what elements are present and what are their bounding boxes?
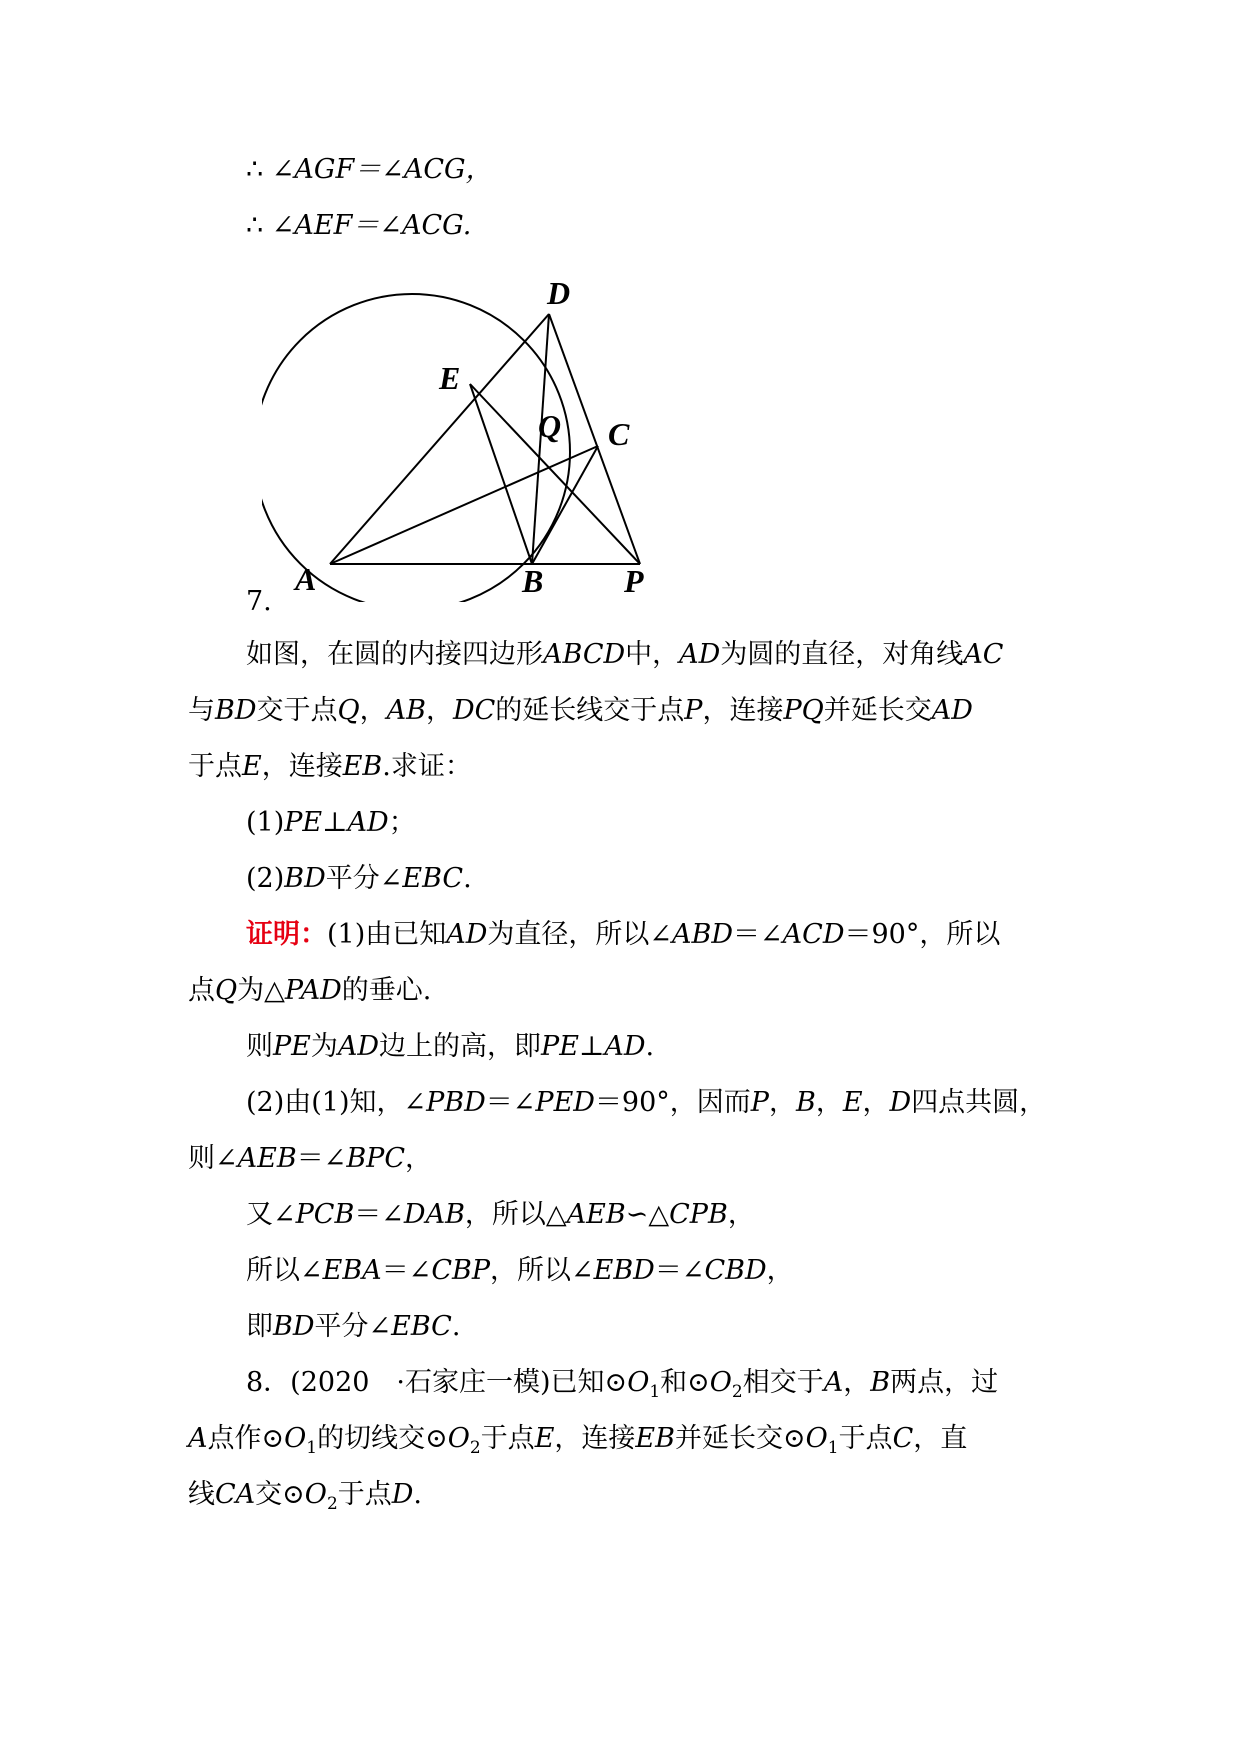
text: AC — [963, 639, 1004, 670]
statement-text: ∠AGF＝∠ACG， — [271, 154, 493, 185]
text: 的延长线交于点 — [495, 695, 685, 726]
text: 边上的高，即 — [379, 1031, 542, 1062]
text: AEB — [237, 1143, 297, 1174]
text: EB — [342, 751, 383, 782]
text: Q — [337, 695, 360, 726]
problem7-question-2 — [246, 859, 472, 899]
text: 于点 — [480, 1423, 535, 1454]
text: ＝90°，因而 — [594, 1087, 751, 1118]
text: PAD — [284, 975, 342, 1006]
text: ，所以△ — [464, 1199, 567, 1230]
top-line-1 — [246, 150, 493, 190]
text: AD — [931, 695, 973, 726]
text: ， — [843, 1367, 871, 1398]
text: E — [534, 1423, 555, 1454]
text: ， — [727, 1199, 755, 1230]
text: Q — [215, 975, 238, 1006]
text: AEB — [566, 1199, 626, 1230]
statement-text: ∠AEF＝∠ACG. — [271, 210, 472, 241]
text: ＝∠ — [381, 1255, 432, 1286]
text: AD — [604, 1031, 646, 1062]
problem8-line-3 — [188, 1475, 422, 1524]
subscript: 2 — [731, 1382, 743, 1402]
text: PCB — [295, 1199, 355, 1230]
text: ， — [862, 1087, 890, 1118]
text: EBC — [391, 1311, 452, 1342]
text: O — [627, 1367, 650, 1398]
text: (2) — [246, 863, 285, 894]
text: ； — [388, 807, 416, 838]
label-p: P — [624, 563, 644, 599]
text: O — [447, 1423, 470, 1454]
text: AD — [347, 807, 389, 838]
label-e: E — [439, 360, 461, 396]
label-a: A — [295, 561, 317, 597]
text: (2)由(1)知，∠ — [246, 1087, 427, 1118]
text: 中， — [625, 639, 680, 670]
text: B — [795, 1087, 816, 1118]
text: PE — [284, 807, 323, 838]
proof-line-6 — [246, 1195, 755, 1235]
text: 8．(2020 · — [246, 1367, 406, 1398]
text: ， — [359, 695, 387, 726]
text: BD — [215, 695, 257, 726]
text: CPB — [669, 1199, 728, 1230]
text: C — [892, 1423, 914, 1454]
text: 所以∠ — [246, 1255, 323, 1286]
text: ，连接 — [554, 1423, 636, 1454]
proof-line-2 — [188, 971, 431, 1011]
text: 则 — [246, 1031, 273, 1062]
text: D — [391, 1479, 414, 1510]
text: .求证： — [382, 751, 472, 782]
text: CBP — [431, 1255, 490, 1286]
subscript: 1 — [306, 1438, 318, 1458]
text: O — [304, 1479, 327, 1510]
problem7-line-1 — [246, 635, 1003, 675]
text: PBD — [426, 1087, 486, 1118]
text: 的垂心. — [341, 975, 432, 1006]
text: (1) — [246, 807, 285, 838]
text: PE — [541, 1031, 579, 1062]
circle — [262, 294, 570, 602]
text: BD — [284, 863, 326, 894]
text: 于点 — [838, 1423, 893, 1454]
segment-bc — [532, 446, 598, 564]
text: D — [889, 1087, 912, 1118]
subscript: 2 — [326, 1494, 338, 1514]
subscript: 1 — [649, 1382, 661, 1402]
text: ACD — [782, 919, 845, 950]
text: ＝∠ — [733, 919, 783, 950]
label-q: Q — [538, 408, 562, 444]
text: 线 — [188, 1479, 215, 1510]
subscript: 1 — [827, 1438, 839, 1458]
text: CBD — [704, 1255, 767, 1286]
text: 为直径，所以∠ — [487, 919, 673, 950]
text: BPC — [346, 1143, 405, 1174]
top-line-2 — [246, 206, 471, 246]
text: ABD — [672, 919, 734, 950]
proof-line-7 — [246, 1251, 794, 1291]
text: ， — [815, 1087, 843, 1118]
text: 平分∠ — [314, 1311, 392, 1342]
text: . — [645, 1031, 655, 1062]
problem7-line-2 — [188, 691, 973, 731]
segment-ac — [330, 446, 598, 564]
text: 四点共圆， — [911, 1087, 1047, 1118]
text: 于点 — [188, 751, 242, 782]
text: . — [463, 863, 472, 894]
text: ＝∠ — [654, 1255, 705, 1286]
text: (1)由已知 — [327, 919, 447, 950]
therefore-symbol: ∴ — [246, 210, 264, 241]
text: EBD — [593, 1255, 655, 1286]
text: CA — [215, 1479, 256, 1510]
text: PE — [273, 1031, 311, 1062]
text: 即 — [246, 1311, 273, 1342]
source-label: 石家庄一模 — [405, 1367, 541, 1398]
text: A — [188, 1423, 208, 1454]
text: O — [284, 1423, 307, 1454]
text: 交于点 — [256, 695, 338, 726]
text: 为 — [310, 1031, 338, 1062]
text: AB — [386, 695, 426, 726]
text: EBA — [322, 1255, 382, 1286]
text: )已知⊙ — [540, 1367, 628, 1398]
problem7-question-1 — [246, 803, 416, 843]
text: BD — [273, 1311, 315, 1342]
text: 的切线交⊙ — [317, 1423, 448, 1454]
text: ， — [766, 1255, 794, 1286]
text: DC — [452, 695, 496, 726]
proof-line-1 — [246, 915, 1000, 955]
text: PED — [535, 1087, 595, 1118]
problem8-line-2 — [188, 1419, 967, 1468]
text: E — [242, 751, 262, 782]
text: 和⊙ — [660, 1367, 710, 1398]
text: ⊥ — [578, 1031, 605, 1062]
text: ， — [425, 695, 453, 726]
text: 如图，在圆的内接四边形 — [246, 639, 543, 670]
proof-label: 证明： — [246, 919, 327, 950]
text: ＝∠ — [485, 1087, 536, 1118]
text: 与 — [188, 695, 215, 726]
text: EB — [635, 1423, 675, 1454]
subscript: 2 — [469, 1438, 481, 1458]
text: 交⊙ — [255, 1479, 305, 1510]
text: 点 — [188, 975, 215, 1006]
text: PQ — [783, 695, 824, 726]
text: 则∠ — [188, 1143, 238, 1174]
label-d: D — [547, 275, 571, 311]
proof-line-4 — [246, 1083, 1046, 1123]
proof-line-3 — [246, 1027, 654, 1067]
text: AD — [337, 1031, 380, 1062]
text: 并延长交⊙ — [674, 1423, 806, 1454]
text: P — [750, 1087, 769, 1118]
text: ，所以∠ — [489, 1255, 594, 1286]
text: 相交于 — [742, 1367, 824, 1398]
problem7-line-3 — [188, 747, 472, 787]
text: 为圆的直径，对角线 — [720, 639, 964, 670]
text: ＝90°，所以 — [844, 919, 1001, 950]
text: 为△ — [237, 975, 285, 1006]
text: P — [684, 695, 703, 726]
problem-number-7: 7. — [246, 586, 272, 617]
text: 于点 — [337, 1479, 392, 1510]
text: B — [870, 1367, 891, 1398]
text: ＝∠ — [296, 1143, 347, 1174]
therefore-symbol: ∴ — [246, 154, 264, 185]
text: ，连接 — [261, 751, 343, 782]
text: . — [451, 1311, 461, 1342]
text: ， — [768, 1087, 796, 1118]
text: AD — [446, 919, 488, 950]
text: AD — [679, 639, 721, 670]
label-b: B — [522, 563, 544, 599]
text: DAB — [403, 1199, 465, 1230]
text: ，直 — [913, 1423, 968, 1454]
text: ，连接 — [702, 695, 784, 726]
proof-line-5 — [188, 1139, 432, 1179]
text: 又∠ — [246, 1199, 296, 1230]
text: ∽△ — [625, 1199, 670, 1230]
geometry-figure — [262, 262, 662, 602]
text: ⊥ — [322, 807, 348, 838]
text: ABCD — [543, 639, 626, 670]
text: . — [413, 1479, 423, 1510]
proof-line-8 — [246, 1307, 460, 1347]
text: 平分∠ — [325, 863, 403, 894]
text: ， — [404, 1143, 432, 1174]
text: EBC — [402, 863, 464, 894]
label-c: C — [608, 416, 630, 452]
segment-eb — [470, 384, 532, 564]
text: 点作⊙ — [207, 1423, 285, 1454]
text: A — [823, 1367, 844, 1398]
text: ＝∠ — [354, 1199, 404, 1230]
segment-ad — [330, 314, 549, 564]
text: 两点，过 — [890, 1367, 999, 1398]
text: 并延长交 — [823, 695, 932, 726]
problem8-line-1 — [246, 1363, 998, 1412]
text: E — [842, 1087, 863, 1118]
text: O — [709, 1367, 732, 1398]
text: O — [805, 1423, 828, 1454]
